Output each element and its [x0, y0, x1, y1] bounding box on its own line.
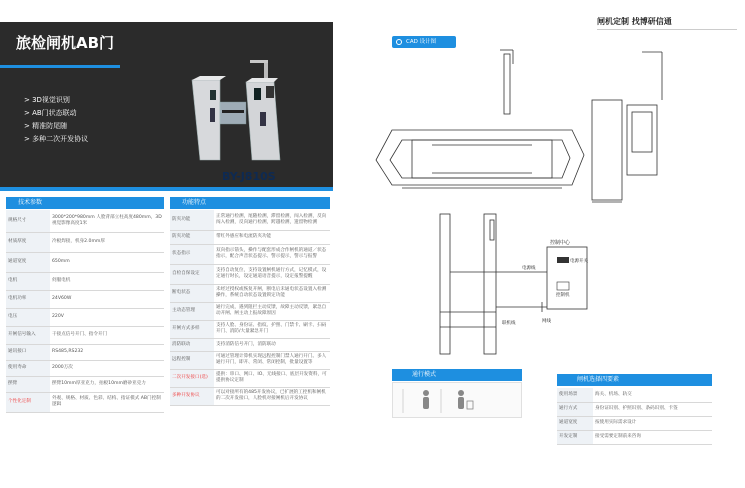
requirements-table — [557, 388, 712, 445]
model-number: BY-J810S — [222, 170, 276, 183]
spec-table — [6, 210, 164, 413]
table-row — [557, 402, 712, 416]
table-row — [170, 351, 330, 369]
function-key: 防夹功能 — [170, 230, 214, 244]
function-value: 支持人脸、身份证、指纹、护照、门禁卡、刷卡、扫码开门、消防/大量紧急开门 — [214, 320, 330, 338]
table-row — [6, 272, 164, 290]
pass-mode-header: 通行模式 — [392, 369, 522, 381]
spec-key: 使用寿命 — [6, 360, 50, 376]
function-key: 主动态管理 — [170, 302, 214, 320]
spec-value: 摆臂10mm厚亚克力，拍板10mm磨砂亚克力 — [50, 376, 164, 392]
table-row — [557, 416, 712, 430]
cad-top-view — [372, 40, 592, 210]
function-key: 状态指示 — [170, 244, 214, 264]
spec-value: RS485,RS232 — [50, 344, 164, 360]
label-network-line: 网线 — [542, 319, 551, 324]
spec-key: 通讯接口 — [6, 344, 50, 360]
feature-item: > AB门状态联动 — [24, 109, 77, 117]
table-row — [6, 308, 164, 326]
function-key: 自检自保设定 — [170, 264, 214, 284]
person-icon — [423, 390, 429, 409]
spec-value: 干接点信号开门、指令开门 — [50, 326, 164, 344]
function-value: 可以对接所有的485开发协议，已扩展的工控机和闸机的二次开发接口，人脸机对接闸机后开发协议 — [214, 387, 330, 405]
feature-item: > 精准防尾随 — [24, 122, 68, 130]
spec-key: 材质厚度 — [6, 232, 50, 252]
function-value: 提供：串口、网口、IO、无线接口、底层开发资料，可提供协议定制 — [214, 369, 330, 387]
label-control-box: 控制机 — [556, 293, 570, 298]
function-table — [170, 210, 330, 406]
function-key: 开闸方式多样 — [170, 320, 214, 338]
spec-value: 220V — [50, 308, 164, 326]
spec-key: 通道宽度 — [6, 252, 50, 272]
wiring-diagram — [432, 212, 612, 362]
table-row — [170, 338, 330, 351]
requirement-value: 身份证识别、护照识别、条码识别、卡签 — [593, 402, 712, 416]
spec-value: 24V60W — [50, 290, 164, 308]
label-cable-line: 联机线 — [502, 321, 516, 326]
function-value: 通行完成，遇到阻拦主动反馈，故障主动反馈，紧急自动开闸、闸主动上报故障原因 — [214, 302, 330, 320]
requirement-key: 通道宽度 — [557, 416, 593, 430]
function-key: 远程控制 — [170, 351, 214, 369]
spec-key: 电机 — [6, 272, 50, 290]
person-with-luggage-icon — [458, 390, 473, 409]
table-row — [6, 232, 164, 252]
function-key: 二次开发接口(选) — [170, 369, 214, 387]
table-row — [170, 244, 330, 264]
spec-key: 摆臂 — [6, 376, 50, 392]
function-key: 消防联动 — [170, 338, 214, 351]
spec-value: 2000万次 — [50, 360, 164, 376]
table-row — [557, 388, 712, 402]
right-page — [372, 0, 745, 488]
function-value: 支持自动复位，支持设置闸机通行方式，记忆模式，设定通行时长，设定通道语音提示，设定报警提醒 — [214, 264, 330, 284]
function-value: 支持消防信号开门，消防联动 — [214, 338, 330, 351]
pass-mode-box — [392, 382, 522, 418]
function-value: 可通过管理计算机实现远程控制门禁人通行开门。多人通行开门，即开、常闭、常闭控制，批量设置等 — [214, 351, 330, 369]
requirement-key: 开发定制 — [557, 430, 593, 444]
spec-value: 3000*200*980mm 人脸背部立柱高度480mm，3D视觉影像高度1米 — [50, 210, 164, 232]
feature-item: > 3D视觉识别 — [24, 96, 70, 104]
spec-value: 冷板焊接，机身2.0mm厚 — [50, 232, 164, 252]
spec-value: 伺服电机 — [50, 272, 164, 290]
spec-key: 规格尺寸 — [6, 210, 50, 232]
table-row — [6, 252, 164, 272]
function-key: 防夹功能 — [170, 210, 214, 230]
slogan-divider — [597, 29, 737, 30]
function-key: 多种开发协议 — [170, 387, 214, 405]
table-row — [6, 376, 164, 392]
function-value: 带红外感应和电流防夹功能 — [214, 230, 330, 244]
page-title: 旅检闸机AB门 — [16, 34, 115, 52]
spec-key: 开闸信号输入 — [6, 326, 50, 344]
spec-value: 外观、规格、材质、色彩、结构、指证模式 AB门控制逻辑 — [50, 392, 164, 412]
control-box-icon — [557, 282, 569, 290]
table-row — [170, 264, 330, 284]
feature-item: > 多种二次开发协议 — [24, 135, 89, 143]
spec-value: 650mm — [50, 252, 164, 272]
table-row — [170, 210, 330, 230]
cad-label: CAD 设计图 — [406, 39, 437, 45]
label-power-line: 电源线 — [522, 266, 536, 271]
requirement-key: 使用场景 — [557, 388, 593, 402]
table-row — [170, 387, 330, 405]
requirement-value: 接受需要定制前来咨询 — [593, 430, 712, 444]
table-row — [170, 369, 330, 387]
function-value: 正常通行检测，尾随检测，滞留检测，闯入检测，反向闯入检测，反向通行检测，跨越检测，遗留物检测 — [214, 210, 330, 230]
table-row — [170, 320, 330, 338]
brand-slogan: 闸机定制 找博研信通 — [597, 17, 672, 26]
cad-side-view — [572, 40, 692, 210]
table-row — [557, 430, 712, 444]
spec-key: 个性化定制 — [6, 392, 50, 412]
table-row — [6, 290, 164, 308]
function-header: 功能特点 — [170, 197, 330, 209]
table-row — [6, 326, 164, 344]
table-row — [170, 302, 330, 320]
requirement-value: 按使用实际需求设计 — [593, 416, 712, 430]
table-row — [6, 360, 164, 376]
power-switch-icon — [557, 257, 569, 263]
table-row — [170, 230, 330, 244]
function-value: 未经过授权或恢复开闸，断电后未通电状态设置入检测操作，系统自动状态设置锁定功能 — [214, 284, 330, 302]
table-row — [170, 284, 330, 302]
table-row — [6, 210, 164, 232]
requirement-key: 通行方式 — [557, 402, 593, 416]
table-row — [6, 392, 164, 412]
gate-product-image — [182, 60, 292, 165]
table-row — [6, 344, 164, 360]
left-page — [0, 0, 360, 488]
spec-header: 技术参数 — [6, 197, 164, 209]
requirement-value: 海关、机场、轨交 — [593, 388, 712, 402]
label-power-switch: 电源开关 — [570, 259, 588, 264]
function-value: 双向指示箭头，操作与配套形成合作闸机的通道／状态指示，配合声音状态提示、警示提示，警示与报警 — [214, 244, 330, 264]
label-control-center: 控制中心 — [550, 240, 571, 246]
title-underline — [0, 65, 120, 68]
spec-key: 电机功率 — [6, 290, 50, 308]
function-key: 断电状态 — [170, 284, 214, 302]
requirements-header: 闸机选择四要素 — [557, 374, 712, 386]
feature-list — [24, 94, 88, 146]
spec-key: 电压 — [6, 308, 50, 326]
accent-bar — [0, 187, 333, 191]
